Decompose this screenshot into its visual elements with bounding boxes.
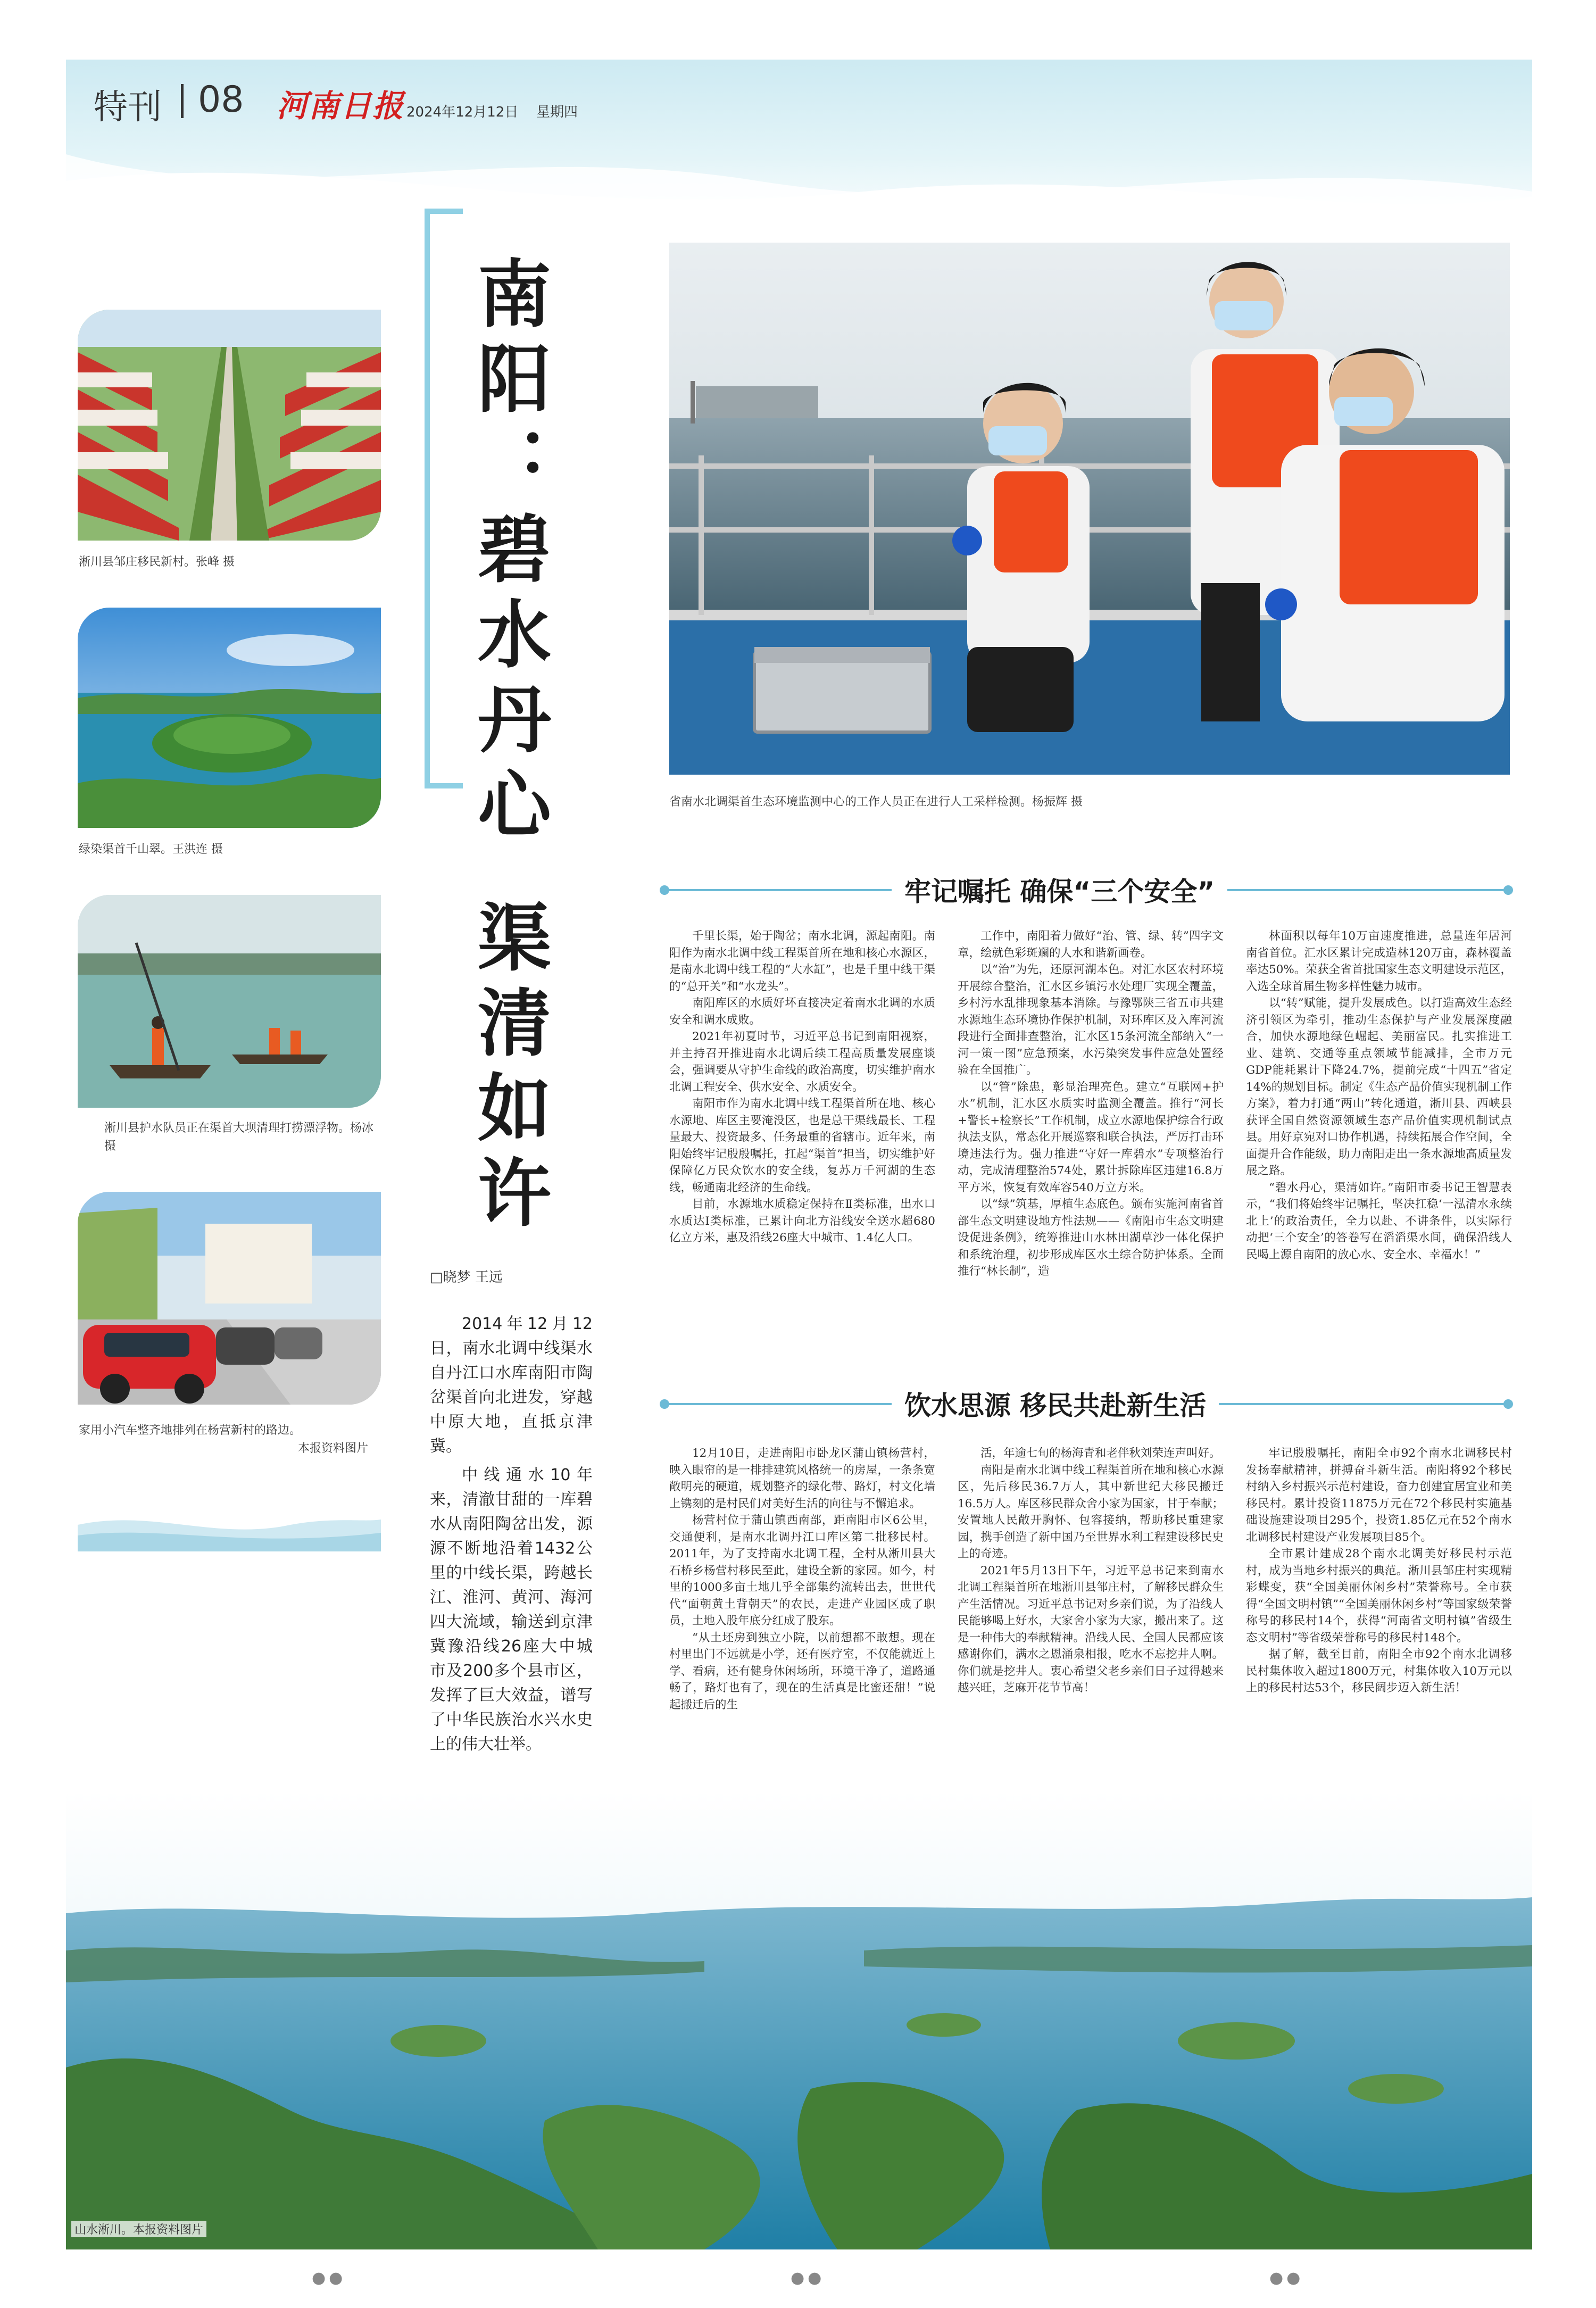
footer-dots: ●● xyxy=(312,2269,346,2287)
paragraph: 牢记殷殷嘱托，南阳全市92个南水北调移民村发扬奉献精神，拼搏奋斗新生活。南阳将92个移民村纳入乡村振兴示范村建设，奋力创建宜居宜业和美移民村。累计投资11875万元在72个移民村实施基础设施建设项目295个，投资1.85亿元在52个南水北调移民村建设产业发展项目85个。 xyxy=(1246,1447,1512,1544)
article-column-3 xyxy=(1246,928,1512,1338)
paragraph: 以“治”为先，还原河湖本色。对汇水区农村环境开展综合整治，汇水区乡镇污水处理厂实现全覆盖，乡村污水乱排现象基本消除。与豫鄂陕三省五市共建水源地生态环境协作保护机制，对环库区及入库河流段进行全面排查整治，汇水区15条河流全部纳入“一河一策一图”应急预案，水污染突发事件应急处置经验在全国推广。 xyxy=(958,963,1224,1077)
paragraph: 2021年初夏时节，习近平总书记到南阳视察，并主持召开推进南水北调后续工程高质量发展座谈会，强调要从守护生命线的政治高度，切实维护南水北调工程安全、供水安全、水质安全。 xyxy=(669,1030,935,1094)
masthead-wave xyxy=(66,133,1532,234)
issue-date: 2024年12月12日 xyxy=(406,104,519,120)
article-column-1 xyxy=(669,928,935,1338)
newspaper-logo: 河南日报 xyxy=(277,88,405,124)
paragraph: 工作中，南阳着力做好“治、管、绿、转”四字文章，绘就色彩斑斓的人水和谐新画卷。 xyxy=(958,929,1224,960)
section-heading-1: 牢记嘱托 确保“三个安全” xyxy=(892,870,1227,909)
paragraph: 以“转”赋能，提升发展成色。以打造高效生态经济引领区为牵引，推动生态保护与产业发展深度融合，加快水源地绿色崛起、美丽富民。扎实推进工业、建筑、交通等重点领域节能减排，全市万元GDP能耗累计下降24.7%，提前完成“十四五”省定14%的规划目标。制定《生态产品价值实现机制工作方案》，着力打通“两山”转化通道，淅川县、西峡县获评全国自然资源领域生态产品价值实现机制试点县。用好京宛对口协作机遇，持续拓展合作空间，全面提升合作能级，助力南阳走出一条水源地高质量发展之路。 xyxy=(1246,997,1512,1177)
paragraph: 以“管”除患，彰显治理亮色。建立“互联网+护水”机制，汇水区水质实时监测全覆盖。推行“河长+警长+检察长”工作机制，成立水源地保护综合行政执法支队，常态化开展巡察和联合执法，严厉打击环境违法行为。强力推进“守好一库碧水”专项整治行动，完成清理整治574处，累计拆除库区违建16.8万平方米，恢复有效库容540万立方米。 xyxy=(958,1080,1224,1194)
page-number: 08 xyxy=(198,79,244,121)
paragraph: 2021年5月13日下午，习近平总书记来到南水北调工程渠首所在地淅川县邹庄村，了解移民群众生产生活情况。习近平总书记对乡亲们说，为了沿线人民能够喝上好水，大家舍小家为大家，搬出来了。这是一种伟大的奉献精神。沿线人民、全国人民都应该感谢你们，满水之恩涌泉相报，吃水不忘挖井人啊。你们就是挖井人。衷心希望父老乡亲们日子过得越来越兴旺，芝麻开花节节高！ xyxy=(958,1564,1224,1695)
paragraph: 全市累计建成28个南水北调美好移民村示范村，成为当地乡村振兴的典范。淅川县邹庄村实现精彩蝶变，获“全国美丽休闲乡村”荣誉称号。全市获得“全国文明村镇”“全国美丽休闲乡村”等国家级荣誉称号的移民村14个，获得“河南省文明村镇”省级生态文明村”等省级荣誉称号的移民村148个。 xyxy=(1246,1547,1512,1645)
panorama-photo-reservoir xyxy=(66,1791,1532,2249)
title-bracket xyxy=(425,209,430,788)
photo-caption: 绿染渠首千山翠。王洪连 摄 xyxy=(79,843,223,856)
paragraph: 活，年逾七旬的杨海青和老伴秋刘荣连声叫好。 xyxy=(980,1447,1221,1460)
paragraph: 千里长渠，始于陶岔；南水北调，源起南阳。南阳作为南水北调中线工程渠首所在地和核心水源区，是南水北调中线工程的“大水缸”，也是千里中线干渠的“总开关”和“水龙头”。 xyxy=(669,929,935,993)
headline-part2: 渠清如许 xyxy=(466,899,551,1240)
paragraph: “碧水丹心，渠清如许。”南阳市委书记王智慧表示，“我们将始终牢记嘱托，坚决扛稳‘一泓清水永续北上’的政治责任，全力以赴、不讲条件，以实际行动把‘三个安全’的答卷写在滔滔渠水间，确保沿线人民喝上源自南阳的放心水、安全水、幸福水！” xyxy=(1246,1181,1512,1261)
paragraph: 南阳库区的水质好坏直接决定着南水北调的水质安全和调水成败。 xyxy=(669,997,935,1027)
main-photo-caption: 省南水北调渠首生态环境监测中心的工作人员正在进行人工采样检测。杨振辉 摄 xyxy=(669,795,1083,809)
article-column-2 xyxy=(958,928,1224,1338)
byline: □晓梦 王远 xyxy=(430,1269,503,1285)
paragraph: 12月10日，走进南阳市卧龙区蒲山镇杨营村，映入眼帘的是一排排建筑风格统一的房屋，一条条宽敞明亮的硬道，规划整齐的绿化带、路灯，村文化墙上镌刻的是村民们对美好生活的向往与不懈追求。 xyxy=(669,1447,935,1510)
main-photo-sampling xyxy=(669,243,1510,775)
footer-dots: ●● xyxy=(1269,2269,1304,2287)
photo-village-cars xyxy=(78,1192,381,1405)
section-heading-2: 饮水思源 移民共赴新生活 xyxy=(892,1384,1219,1423)
section-label: 特刊 xyxy=(94,88,162,127)
photo-caption: 家用小汽车整齐地排列在杨营新村的路边。 xyxy=(79,1424,302,1437)
photo-caption: 淅川县护水队员正在渠首大坝清理打捞漂浮物。杨冰 摄 xyxy=(104,1122,374,1153)
paragraph: 南阳市作为南水北调中线工程渠首所在地、核心水源地、库区主要淹没区，也是总干渠线最长、工程量最大、投资最多、任务最重的省辖市。近年来，南阳始终牢记殷殷嘱托，扛起“渠首”担当，切实维护好保障亿万民众饮水的安全线，复苏万千河湖的生态线，畅通南北经济的生命线。 xyxy=(669,1097,935,1194)
paragraph: “从土坯房到独立小院，以前想都不敢想。现在村里出门不远就是小学，还有医疗室，不仅能就近上学、看病，还有健身休闲场所，环境干净了，道路通畅了，路灯也有了，现在的生活真是比蜜还甜！”说起搬迁后的生 xyxy=(669,1631,935,1712)
title-bracket-top xyxy=(425,209,463,214)
lead-text: 2014年12月12日，南水北调中线渠水自丹江口水库南阳市陶岔渠首向北进发，穿越中原大地，直抵京津冀。 xyxy=(430,1315,593,1456)
decorative-wave xyxy=(78,1504,381,1551)
heading-dot-right xyxy=(1503,1399,1513,1409)
headline-part1: 南阳：碧水丹心 xyxy=(466,255,551,851)
photo-credit: 本报资料图片 xyxy=(298,1442,369,1455)
header-divider xyxy=(181,84,184,118)
paragraph: 南阳是南水北调中线工程渠首所在地和核心水源区，先后移民36.7万人，其中新世纪大移民搬迁16.5万人。库区移民群众舍小家为国家，甘于奉献；安置地人民敞开胸怀、包容接纳，帮助移民重建家园，携手创造了新中国乃至世界水利工程建设移民史上的奇迹。 xyxy=(958,1463,1224,1560)
issue-weekday: 星期四 xyxy=(536,104,578,120)
article-column-6 xyxy=(1246,1445,1512,1764)
photo-water-patrol xyxy=(78,895,381,1108)
heading-dot-right xyxy=(1503,885,1513,895)
lead-paragraph xyxy=(430,1312,593,1761)
panorama-caption: 山水淅川。本报资料图片 xyxy=(71,2221,206,2237)
title-bracket-bottom xyxy=(425,783,463,788)
paragraph: 据了解，截至目前，南阳全市92个南水北调移民村集体收入超过1800万元，村集体收入10万元以上的移民村达53个，移民阔步迈入新生活！ xyxy=(1246,1648,1512,1695)
paragraph: 以“绿”筑基，厚植生态底色。颁布实施河南省首部生态文明建设地方性法规——《南阳市生态文明建设促进条例》，统筹推进山水林田湖草沙一体化保护和系统治理，初步形成库区水土综合防护体系。全面推行“林长制”，造 xyxy=(958,1198,1224,1278)
footer-dots: ●● xyxy=(791,2269,825,2287)
paragraph: 杨营村位于蒲山镇西南部，距南阳市区6公里，交通便利，是南水北调丹江口库区第二批移民村。2011年，为了支持南水北调工程，全村从淅川县大石桥乡杨营村移民至此，建设全新的家园。如今，村里的1000多亩土地几乎全部集约流转出去，世世代代“面朝黄土背朝天”的农民，走进产业园区成了职员，土地入股年底分红成了股东。 xyxy=(669,1514,935,1628)
article-column-4 xyxy=(669,1445,935,1764)
article-column-5 xyxy=(958,1445,1224,1764)
photo-green-hills xyxy=(78,608,381,828)
photo-caption: 淅川县邹庄移民新村。张峰 摄 xyxy=(79,555,235,569)
paragraph: 目前，水源地水质稳定保持在Ⅱ类标准，出水口水质达Ⅰ类标准，已累计向北方沿线安全送水超680亿立方米，惠及沿线26座大中城市、1.4亿人口。 xyxy=(669,1198,935,1244)
photo-relocation-village xyxy=(78,310,381,541)
lead-text: 中线通水10年来，清澈甘甜的一库碧水从南阳陶岔出发，源源不断地沿着1432公里的中线长渠，跨越长江、淮河、黄河、海河四大流域，输送到京津冀豫沿线26座大中城市及200多个县市区，发挥了巨大效益，谱写了中华民族治水兴水史上的伟大壮举。 xyxy=(430,1466,593,1754)
paragraph: 林面积以每年10万亩速度推进，总量连年居河南省首位。汇水区累计完成造林120万亩，森林覆盖率达50%。荣获全省首批国家生态文明建设示范区，入选全球首届生物多样性魅力城市。 xyxy=(1246,929,1512,993)
